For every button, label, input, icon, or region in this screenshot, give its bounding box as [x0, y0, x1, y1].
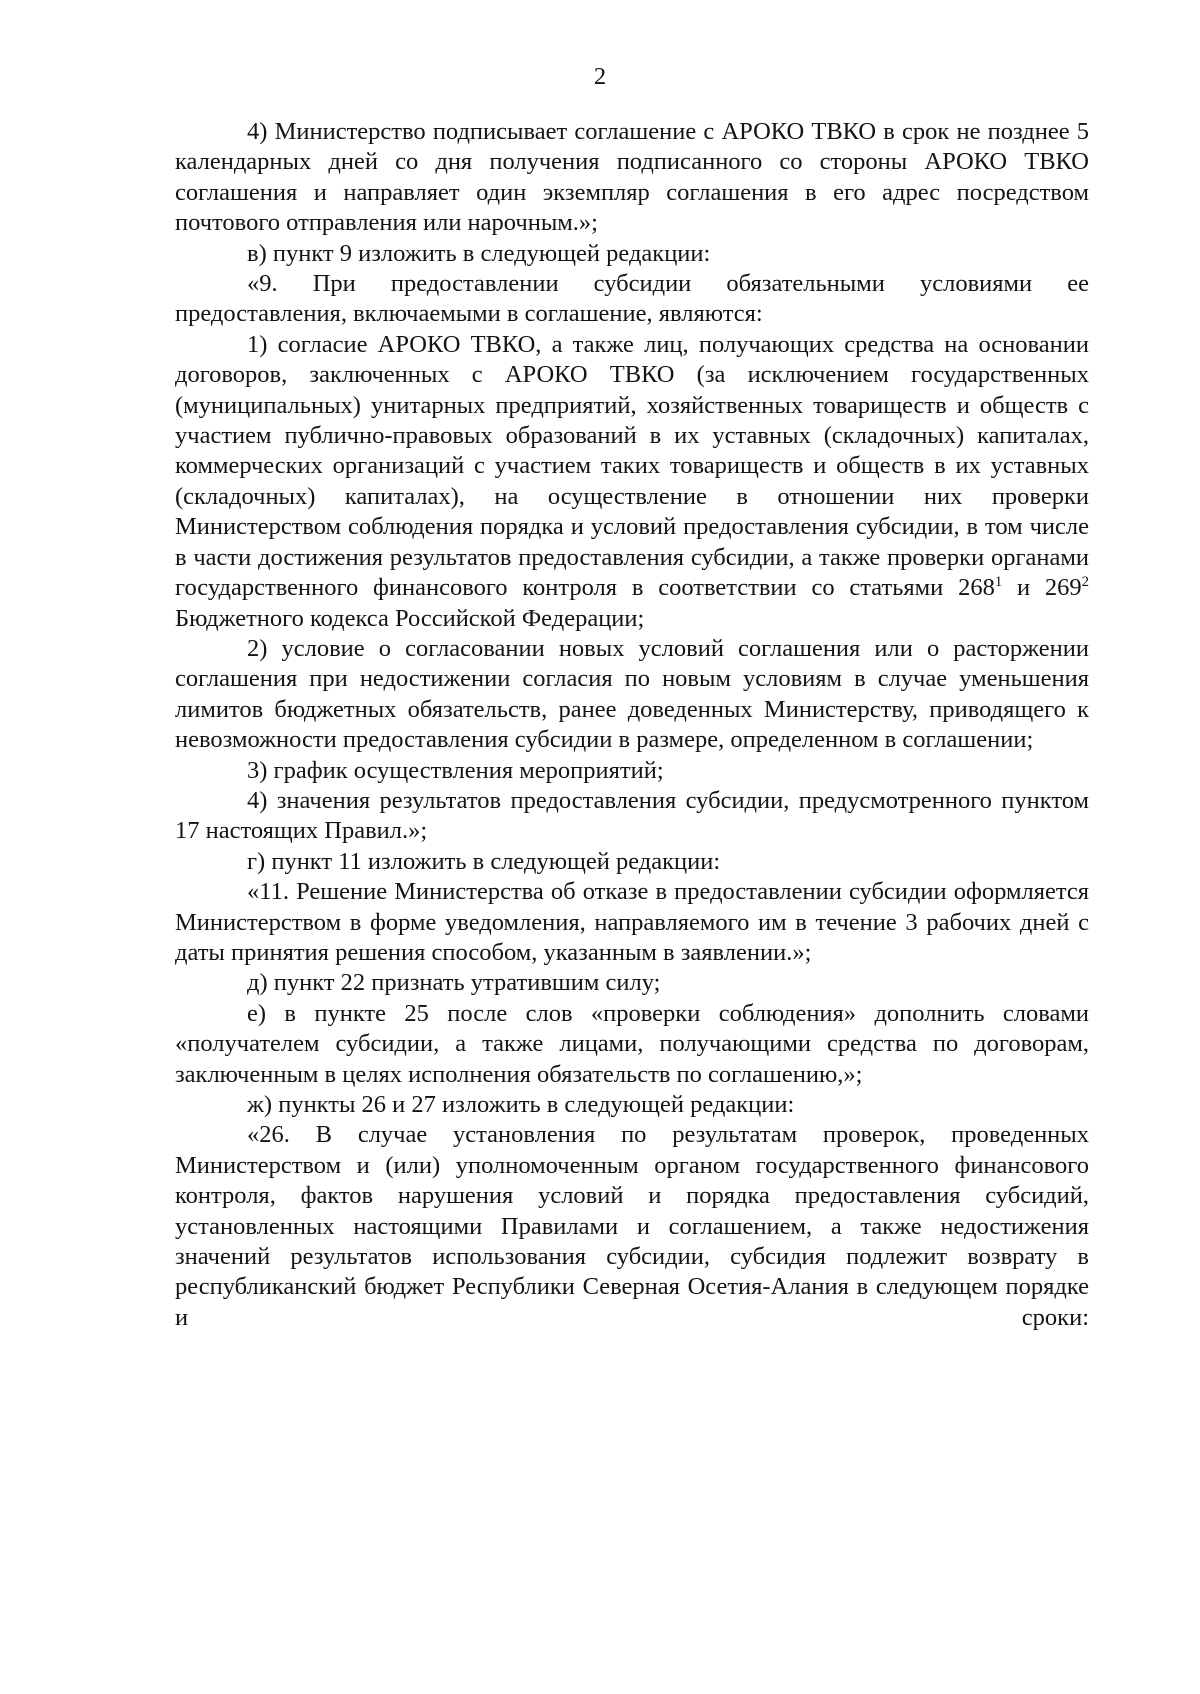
condition-1-ending: Бюджетного кодекса Российской Федерации; — [175, 604, 645, 632]
document-body — [175, 117, 1089, 1333]
article-269-superscript: 2 — [1081, 573, 1089, 590]
paragraph-condition-3-schedule: 3) график осуществления мероприятий; — [247, 756, 664, 784]
paragraph-condition-1-consent — [175, 330, 1089, 634]
paragraph-item-9-amendment: в) пункт 9 изложить в следующей редакции: — [247, 239, 711, 267]
article-268-superscript: 1 — [994, 573, 1003, 590]
paragraph-item-25-addition: е) в пункте 25 после слов «проверки соблюдения» дополнить словами «получателем субсидии, а также лицами, получающими средства по договорам, заключенным в целях исполнения обязательств по соглашению,»; — [175, 999, 1089, 1088]
paragraph-condition-4-results: 4) значения результатов предоставления субсидии, предусмотренного пунктом 17 настоящих Правил.»; — [175, 786, 1089, 845]
paragraph-ministry-signs-agreement: 4) Министерство подписывает соглашение с АРОКО ТВКО в срок не позднее 5 календарных дней со дня получения подписанного со стороны АРОКО ТВКО соглашения и направляет один экземпляр соглашения в его адрес посредством почтового отправления или нарочным.»; — [175, 118, 1089, 237]
paragraph-item-9-text: «9. При предоставлении субсидии обязательными условиями ее предоставления, включаемыми в соглашение, являются: — [175, 270, 1089, 328]
paragraph-item-11-amendment: г) пункт 11 изложить в следующей редакции: — [247, 847, 721, 875]
paragraph-condition-2-agreement-terms: 2) условие о согласовании новых условий соглашения или о расторжении соглашения при недостижении согласия по новым условиям в случае уменьшения лимитов бюджетных обязательств, ранее доведенных Министерству, приводящего к невозможности предоставления субсидии в размере, определенном в соглашении; — [175, 634, 1089, 754]
condition-1-article-269: и 269 — [1002, 574, 1082, 602]
page-number: 2 — [593, 63, 607, 90]
paragraph-item-11-text: «11. Решение Министерства об отказе в предоставлении субсидии оформляется Министерством в форме уведомления, направляемого им в течение 3 рабочих дней с даты принятия решения способом, указанным в заявлении.»; — [175, 878, 1089, 966]
paragraph-item-22-void: д) пункт 22 признать утратившим силу; — [247, 969, 661, 997]
condition-1-text: 1) согласие АРОКО ТВКО, а также лиц, получающих средства на основании договоров, заключенных с АРОКО ТВКО (за исключением государственных (муниципальных) унитарных предприятий, хозяйственных товариществ и обществ с участием публично-правовых образований в их уставных (складочных) капиталах, коммерческих организаций с участием таких товариществ и обществ в их уставных (складочных) капиталах), на осуществление в отношении них проверки Министерством соблюдения порядка и условий предоставления субсидии, в том числе в части достижения результатов предоставления субсидии, а также проверки органами государственного финансового контроля в соответствии со статьями 268 — [175, 330, 1089, 602]
paragraph-items-26-27-amendment: ж) пункты 26 и 27 изложить в следующей редакции: — [247, 1091, 795, 1118]
paragraph-item-26-text: «26. В случае установления по результатам проверок, проведенных Министерством и (или) уполномоченным органом государственного финансового контроля, фактов нарушения условий и порядка предоставления субсидий, установленных настоящими Правилами и соглашением, а также недостижения значений результатов использования субсидии, субсидия подлежит возврату в республиканский бюджет Республики Северная Осетия-Алания в следующем порядке и сроки: — [175, 1121, 1089, 1331]
